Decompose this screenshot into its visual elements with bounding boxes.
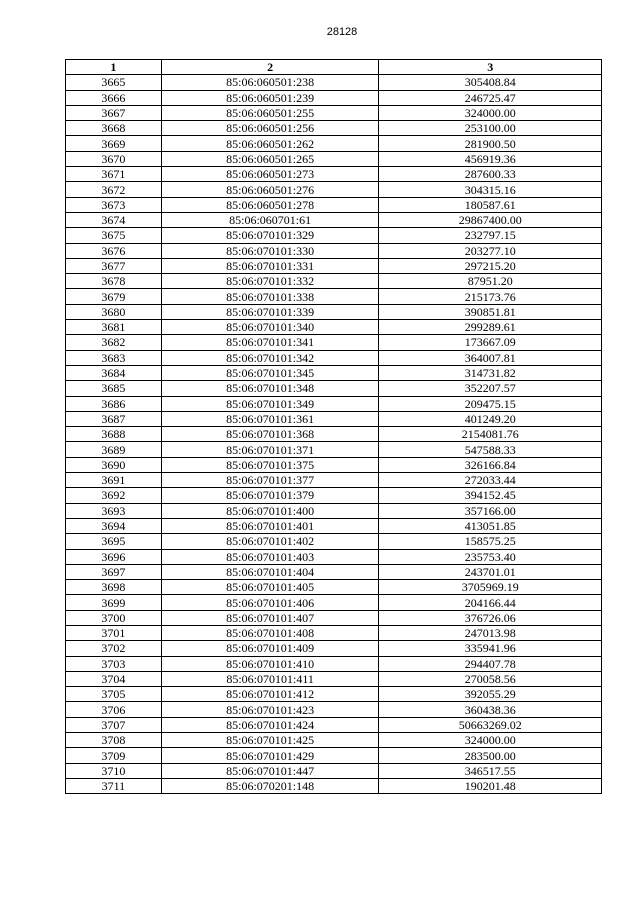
table-row xyxy=(66,182,602,197)
row-number-cell: 3669 xyxy=(66,136,162,151)
value-cell: 87951.20 xyxy=(379,274,602,289)
cadastral-number-cell: 85:06:070101:331 xyxy=(161,258,379,273)
column-header-value: 3 xyxy=(379,60,602,75)
table-row xyxy=(66,503,602,518)
cadastral-number-cell: 85:06:070101:410 xyxy=(161,656,379,671)
table-row xyxy=(66,228,602,243)
table-row xyxy=(66,534,602,549)
cadastral-number-cell: 85:06:060501:273 xyxy=(161,167,379,182)
value-cell: 294407.78 xyxy=(379,656,602,671)
value-cell: 203277.10 xyxy=(379,243,602,258)
table-row xyxy=(66,595,602,610)
row-number-cell: 3692 xyxy=(66,488,162,503)
table-row xyxy=(66,167,602,182)
cadastral-number-cell: 85:06:070101:401 xyxy=(161,518,379,533)
value-cell: 281900.50 xyxy=(379,136,602,151)
table-row xyxy=(66,778,602,793)
row-number-cell: 3707 xyxy=(66,717,162,732)
cadastral-number-cell: 85:06:070101:330 xyxy=(161,243,379,258)
value-cell: 314731.82 xyxy=(379,365,602,380)
value-cell: 390851.81 xyxy=(379,304,602,319)
cadastral-number-cell: 85:06:060501:278 xyxy=(161,197,379,212)
row-number-cell: 3687 xyxy=(66,411,162,426)
value-cell: 352207.57 xyxy=(379,381,602,396)
cadastral-number-cell: 85:06:070101:411 xyxy=(161,671,379,686)
cadastral-number-cell: 85:06:070101:379 xyxy=(161,488,379,503)
row-number-cell: 3694 xyxy=(66,518,162,533)
cadastral-number-cell: 85:06:070101:400 xyxy=(161,503,379,518)
row-number-cell: 3691 xyxy=(66,473,162,488)
table-row xyxy=(66,136,602,151)
cadastral-number-cell: 85:06:070101:424 xyxy=(161,717,379,732)
table-row xyxy=(66,90,602,105)
value-cell: 270058.56 xyxy=(379,671,602,686)
cadastral-number-cell: 85:06:070101:375 xyxy=(161,457,379,472)
row-number-cell: 3708 xyxy=(66,733,162,748)
table-row xyxy=(66,105,602,120)
row-number-cell: 3700 xyxy=(66,610,162,625)
table-row xyxy=(66,717,602,732)
value-cell: 272033.44 xyxy=(379,473,602,488)
row-number-cell: 3673 xyxy=(66,197,162,212)
cadastral-number-cell: 85:06:070101:338 xyxy=(161,289,379,304)
row-number-cell: 3695 xyxy=(66,534,162,549)
value-cell: 335941.96 xyxy=(379,641,602,656)
row-number-cell: 3688 xyxy=(66,427,162,442)
table-row xyxy=(66,243,602,258)
value-cell: 29867400.00 xyxy=(379,212,602,227)
cadastral-number-cell: 85:06:060501:262 xyxy=(161,136,379,151)
table-row xyxy=(66,656,602,671)
column-header-cadastral-number: 2 xyxy=(161,60,379,75)
value-cell: 283500.00 xyxy=(379,748,602,763)
page-number: 28128 xyxy=(326,26,358,38)
value-cell: 173667.09 xyxy=(379,335,602,350)
row-number-cell: 3667 xyxy=(66,105,162,120)
cadastral-number-cell: 85:06:070201:148 xyxy=(161,778,379,793)
row-number-cell: 3686 xyxy=(66,396,162,411)
column-header-number: 1 xyxy=(66,60,162,75)
value-cell: 3705969.19 xyxy=(379,580,602,595)
row-number-cell: 3689 xyxy=(66,442,162,457)
table-row xyxy=(66,610,602,625)
cadastral-number-cell: 85:06:070101:423 xyxy=(161,702,379,717)
value-cell: 357166.00 xyxy=(379,503,602,518)
table-row xyxy=(66,411,602,426)
row-number-cell: 3676 xyxy=(66,243,162,258)
value-cell: 247013.98 xyxy=(379,625,602,640)
table-row xyxy=(66,274,602,289)
value-cell: 394152.45 xyxy=(379,488,602,503)
row-number-cell: 3672 xyxy=(66,182,162,197)
row-number-cell: 3698 xyxy=(66,580,162,595)
cadastral-number-cell: 85:06:070101:339 xyxy=(161,304,379,319)
cadastral-number-cell: 85:06:070101:345 xyxy=(161,365,379,380)
value-cell: 204166.44 xyxy=(379,595,602,610)
table-body xyxy=(66,75,602,794)
row-number-cell: 3666 xyxy=(66,90,162,105)
table-row xyxy=(66,365,602,380)
row-number-cell: 3704 xyxy=(66,671,162,686)
table-row xyxy=(66,518,602,533)
cadastral-number-cell: 85:06:060501:265 xyxy=(161,151,379,166)
table-row xyxy=(66,258,602,273)
row-number-cell: 3693 xyxy=(66,503,162,518)
row-number-cell: 3670 xyxy=(66,151,162,166)
cadastral-number-cell: 85:06:070101:377 xyxy=(161,473,379,488)
value-cell: 180587.61 xyxy=(379,197,602,212)
row-number-cell: 3706 xyxy=(66,702,162,717)
row-number-cell: 3684 xyxy=(66,365,162,380)
value-cell: 232797.15 xyxy=(379,228,602,243)
cadastral-number-cell: 85:06:070101:348 xyxy=(161,381,379,396)
cadastral-number-cell: 85:06:070101:425 xyxy=(161,733,379,748)
row-number-cell: 3678 xyxy=(66,274,162,289)
row-number-cell: 3665 xyxy=(66,75,162,90)
value-cell: 326166.84 xyxy=(379,457,602,472)
row-number-cell: 3702 xyxy=(66,641,162,656)
value-cell: 50663269.02 xyxy=(379,717,602,732)
value-cell: 324000.00 xyxy=(379,105,602,120)
cadastral-number-cell: 85:06:070101:368 xyxy=(161,427,379,442)
cadastral-number-cell: 85:06:070101:412 xyxy=(161,687,379,702)
row-number-cell: 3682 xyxy=(66,335,162,350)
cadastral-number-cell: 85:06:070101:349 xyxy=(161,396,379,411)
cadastral-number-cell: 85:06:070101:340 xyxy=(161,320,379,335)
value-cell: 392055.29 xyxy=(379,687,602,702)
row-number-cell: 3681 xyxy=(66,320,162,335)
value-cell: 305408.84 xyxy=(379,75,602,90)
table-row xyxy=(66,335,602,350)
table-row xyxy=(66,320,602,335)
row-number-cell: 3683 xyxy=(66,350,162,365)
row-number-cell: 3697 xyxy=(66,564,162,579)
cadastral-number-cell: 85:06:070101:429 xyxy=(161,748,379,763)
table-row xyxy=(66,442,602,457)
cadastral-number-cell: 85:06:070101:361 xyxy=(161,411,379,426)
table-row xyxy=(66,289,602,304)
table-row xyxy=(66,549,602,564)
cadastral-number-cell: 85:06:070101:409 xyxy=(161,641,379,656)
table-row xyxy=(66,671,602,686)
cadastral-number-cell: 85:06:070101:342 xyxy=(161,350,379,365)
cadastral-number-cell: 85:06:070101:447 xyxy=(161,763,379,778)
row-number-cell: 3701 xyxy=(66,625,162,640)
row-number-cell: 3675 xyxy=(66,228,162,243)
table-row xyxy=(66,304,602,319)
value-cell: 297215.20 xyxy=(379,258,602,273)
value-cell: 364007.81 xyxy=(379,350,602,365)
cadastral-number-cell: 85:06:070101:341 xyxy=(161,335,379,350)
row-number-cell: 3690 xyxy=(66,457,162,472)
row-number-cell: 3699 xyxy=(66,595,162,610)
table-row xyxy=(66,763,602,778)
table-row xyxy=(66,212,602,227)
value-cell: 401249.20 xyxy=(379,411,602,426)
cadastral-number-cell: 85:06:070101:406 xyxy=(161,595,379,610)
table-row xyxy=(66,350,602,365)
value-cell: 456919.36 xyxy=(379,151,602,166)
cadastral-number-cell: 85:06:070101:403 xyxy=(161,549,379,564)
table-row xyxy=(66,427,602,442)
row-number-cell: 3711 xyxy=(66,778,162,793)
value-cell: 158575.25 xyxy=(379,534,602,549)
value-cell: 243701.01 xyxy=(379,564,602,579)
table-row xyxy=(66,564,602,579)
value-cell: 253100.00 xyxy=(379,121,602,136)
row-number-cell: 3677 xyxy=(66,258,162,273)
table-row xyxy=(66,733,602,748)
value-cell: 547588.33 xyxy=(379,442,602,457)
row-number-cell: 3705 xyxy=(66,687,162,702)
row-number-cell: 3668 xyxy=(66,121,162,136)
table-row xyxy=(66,396,602,411)
table-row xyxy=(66,151,602,166)
value-cell: 287600.33 xyxy=(379,167,602,182)
cadastral-number-cell: 85:06:070101:329 xyxy=(161,228,379,243)
table-row xyxy=(66,748,602,763)
cadastral-number-cell: 85:06:070101:371 xyxy=(161,442,379,457)
value-cell: 235753.40 xyxy=(379,549,602,564)
header-row xyxy=(66,60,602,75)
cadastral-number-cell: 85:06:060501:276 xyxy=(161,182,379,197)
table-row xyxy=(66,121,602,136)
row-number-cell: 3680 xyxy=(66,304,162,319)
value-cell: 346517.55 xyxy=(379,763,602,778)
table-row xyxy=(66,488,602,503)
table-row xyxy=(66,197,602,212)
cadastral-number-cell: 85:06:060501:238 xyxy=(161,75,379,90)
cadastral-number-cell: 85:06:070101:402 xyxy=(161,534,379,549)
row-number-cell: 3703 xyxy=(66,656,162,671)
cadastral-number-cell: 85:06:060501:256 xyxy=(161,121,379,136)
table-row xyxy=(66,625,602,640)
table-row xyxy=(66,381,602,396)
value-cell: 190201.48 xyxy=(379,778,602,793)
data-table xyxy=(65,59,602,794)
value-cell: 209475.15 xyxy=(379,396,602,411)
cadastral-number-cell: 85:06:070101:404 xyxy=(161,564,379,579)
table-row xyxy=(66,473,602,488)
table-row xyxy=(66,580,602,595)
table-row xyxy=(66,687,602,702)
value-cell: 2154081.76 xyxy=(379,427,602,442)
cadastral-number-cell: 85:06:070101:405 xyxy=(161,580,379,595)
row-number-cell: 3709 xyxy=(66,748,162,763)
cadastral-number-cell: 85:06:060501:255 xyxy=(161,105,379,120)
cadastral-number-cell: 85:06:070101:408 xyxy=(161,625,379,640)
value-cell: 360438.36 xyxy=(379,702,602,717)
value-cell: 304315.16 xyxy=(379,182,602,197)
table-row xyxy=(66,641,602,656)
row-number-cell: 3696 xyxy=(66,549,162,564)
table-row xyxy=(66,75,602,90)
row-number-cell: 3671 xyxy=(66,167,162,182)
value-cell: 215173.76 xyxy=(379,289,602,304)
row-number-cell: 3685 xyxy=(66,381,162,396)
value-cell: 376726.06 xyxy=(379,610,602,625)
cadastral-number-cell: 85:06:070101:332 xyxy=(161,274,379,289)
value-cell: 246725.47 xyxy=(379,90,602,105)
value-cell: 324000.00 xyxy=(379,733,602,748)
cadastral-number-cell: 85:06:060701:61 xyxy=(161,212,379,227)
cadastral-number-cell: 85:06:060501:239 xyxy=(161,90,379,105)
cadastral-number-cell: 85:06:070101:407 xyxy=(161,610,379,625)
table-header xyxy=(66,60,602,75)
value-cell: 299289.61 xyxy=(379,320,602,335)
row-number-cell: 3674 xyxy=(66,212,162,227)
table-row xyxy=(66,457,602,472)
row-number-cell: 3679 xyxy=(66,289,162,304)
value-cell: 413051.85 xyxy=(379,518,602,533)
table-row xyxy=(66,702,602,717)
row-number-cell: 3710 xyxy=(66,763,162,778)
